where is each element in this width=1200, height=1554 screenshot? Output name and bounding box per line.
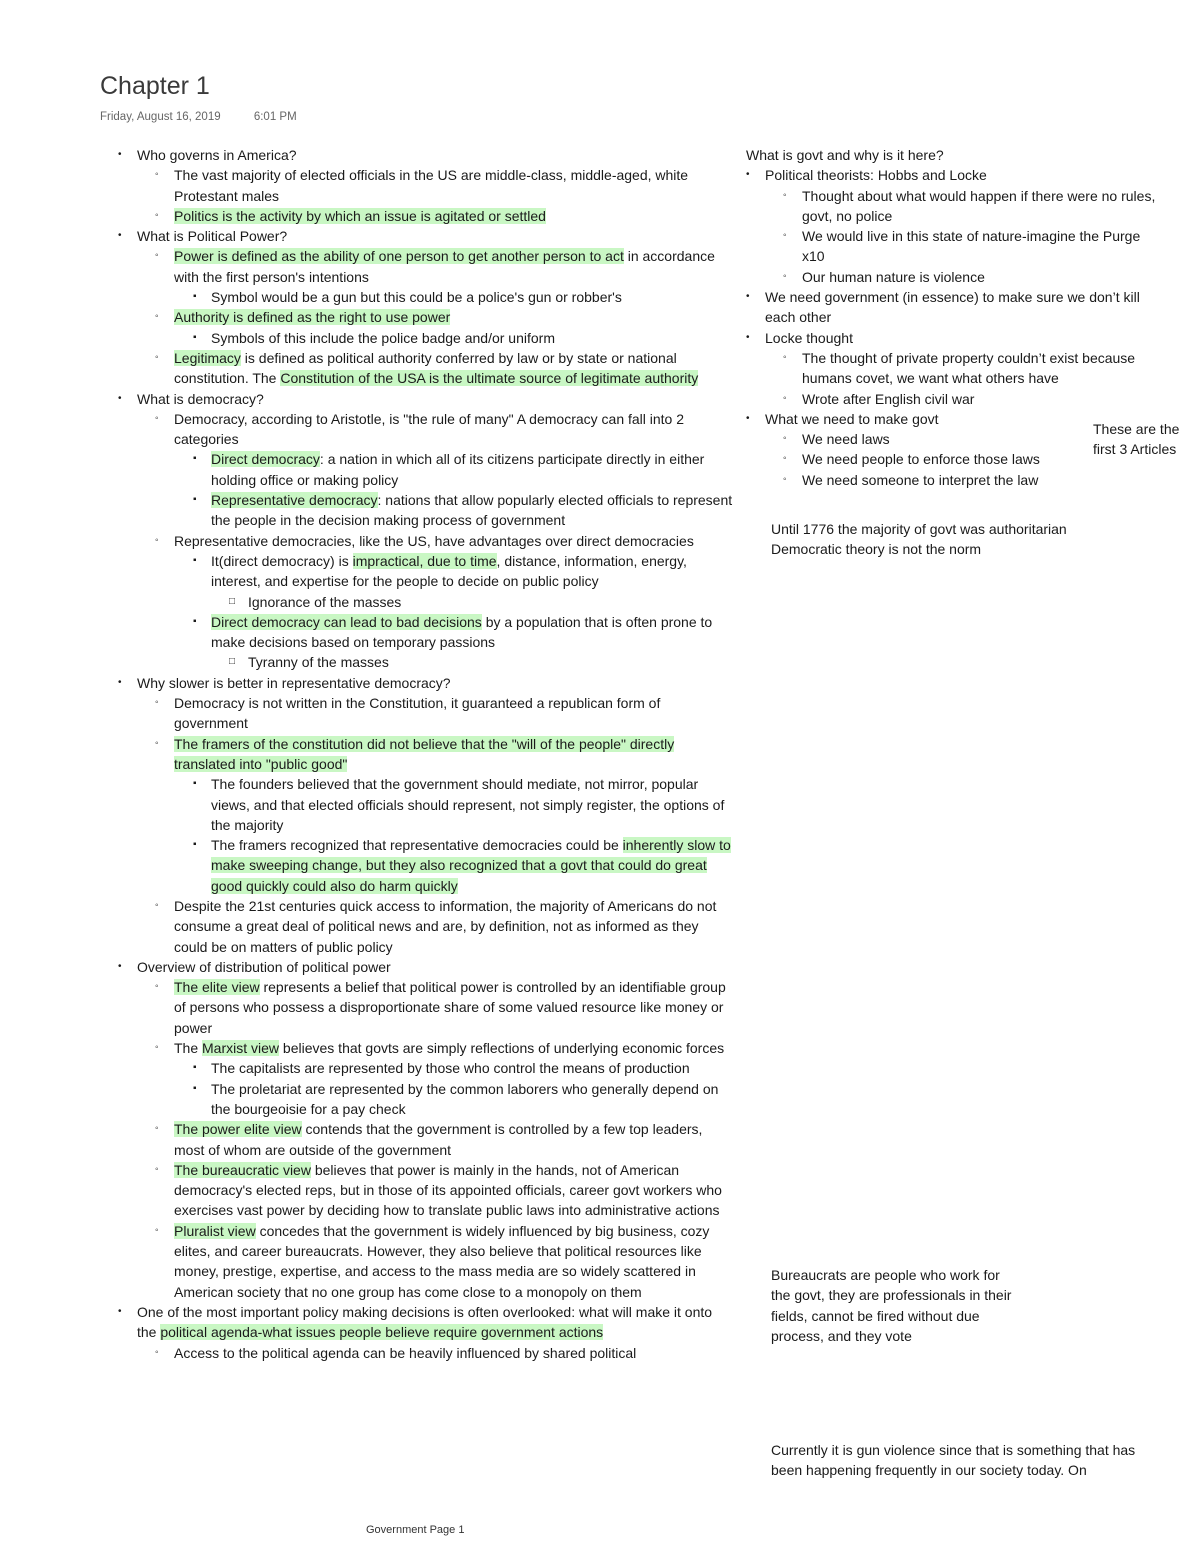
outline-item (118, 612, 733, 653)
bullet-icon: ◦ (783, 453, 787, 465)
bullet-icon: ▪ (193, 554, 197, 566)
item-text (174, 1160, 733, 1221)
outline-item (118, 490, 733, 531)
bullet-icon: • (118, 960, 122, 972)
text-segment: We need someone to interpret the law (802, 471, 1039, 488)
bullet-icon: • (118, 230, 122, 242)
highlighted-text: Pluralist view (174, 1222, 256, 1239)
item-text (174, 1119, 733, 1160)
bullet-icon: ◦ (783, 473, 787, 485)
highlighted-text: political agenda-what issues people believe require government actions (160, 1324, 604, 1341)
item-text (248, 652, 733, 672)
text-segment: We need government (in essence) to make sure we don’t kill each other (765, 289, 1140, 326)
bullet-icon: ▪ (193, 331, 197, 343)
item-text (174, 246, 733, 287)
bullet-icon: • (118, 149, 122, 160)
highlighted-text: The elite view (174, 979, 260, 996)
note-gun-violence: Currently it is gun violence since that is something that has been happening frequently in our society today. On (771, 1442, 1136, 1479)
item-text (211, 835, 733, 896)
outline-item (118, 145, 733, 165)
bullet-icon: □ (229, 595, 236, 607)
outline-item (118, 835, 733, 896)
page-footer: Government Page 1 (366, 1524, 465, 1536)
text-segment: Wrote after English civil war (802, 390, 975, 407)
text-segment: Representative democracies, like the US, have advantages over direct democracies (174, 532, 694, 549)
text-segment: We need people to enforce those laws (802, 451, 1040, 468)
outline-item (746, 145, 1166, 165)
text-segment: concedes that the government is widely influenced by big business, cozy elites, and career bureaucrats. However, they also believe that political resources like money, prestige, expertise, and access to the mass media are so widely scattered in American society that no one group has come close to a monopoly on them (174, 1222, 710, 1300)
item-text (174, 165, 733, 206)
text-segment: What is democracy? (137, 390, 264, 407)
outline-item (118, 328, 733, 348)
item-text (137, 673, 733, 693)
outline-item (118, 1160, 733, 1221)
outline-item (118, 1221, 733, 1302)
bullet-icon: • (118, 392, 122, 404)
item-text (174, 1038, 733, 1058)
outline-item (118, 957, 733, 977)
note-articles: These are the first 3 Articles (1093, 421, 1180, 458)
highlighted-text: Constitution of the USA is the ultimate source of legitimate authority (280, 370, 699, 387)
item-text (137, 226, 733, 246)
text-segment: Tyranny of the masses (248, 654, 389, 671)
outline-item (746, 267, 1166, 287)
outline-item (746, 328, 1166, 348)
item-text (174, 977, 733, 1038)
item-text (211, 449, 733, 490)
outline-item (118, 652, 733, 672)
bullet-icon: ▪ (193, 494, 197, 506)
outline-item (118, 449, 733, 490)
item-text (746, 145, 1166, 165)
bullet-icon: ◦ (155, 737, 159, 749)
outline-item (118, 551, 733, 592)
item-text (802, 226, 1166, 267)
highlighted-text: The bureaucratic view (174, 1161, 311, 1178)
bullet-icon: ◦ (155, 1163, 159, 1175)
item-text (174, 307, 733, 327)
outline-item (746, 470, 1166, 490)
bullet-icon: ▪ (193, 1062, 197, 1074)
page-time: 6:01 PM (253, 111, 297, 123)
item-text (211, 612, 733, 653)
item-text (802, 267, 1166, 287)
outline-item (118, 1343, 733, 1363)
highlighted-text: Direct democracy (211, 451, 320, 468)
text-segment: Our human nature is violence (802, 268, 985, 285)
text-segment: What is govt and why is it here? (746, 147, 944, 163)
item-text (802, 470, 1166, 490)
item-text (174, 1221, 733, 1302)
text-segment: We would live in this state of nature-imagine the Purge x10 (802, 228, 1141, 265)
item-text (137, 389, 733, 409)
bullet-icon: • (118, 676, 122, 688)
text-segment: Thought about what would happen if there were no rules, govt, no police (802, 187, 1156, 224)
bullet-icon: ◦ (155, 351, 159, 363)
page-title: Chapter 1 (100, 72, 210, 100)
bullet-icon: ◦ (155, 1224, 159, 1236)
text-segment: The founders believed that the government should mediate, not mirror, popular views, and that elected officials should represent, not simply register, the options of the majority (211, 776, 725, 833)
bullet-icon: ▪ (193, 839, 197, 851)
main-outline (118, 145, 733, 1363)
text-segment: The vast majority of elected officials in the US are middle-class, middle-aged, white Protestant males (174, 167, 689, 204)
item-text (174, 896, 733, 957)
outline-item (746, 389, 1166, 409)
bullet-icon: ◦ (155, 311, 159, 323)
text-segment: The proletariat are represented by the common laborers who generally depend on the bourgeoisie for a pay check (211, 1080, 719, 1117)
outline-item (118, 389, 733, 409)
outline-item (118, 896, 733, 957)
text-segment: Symbol would be a gun but this could be a police's gun or robber's (211, 289, 622, 306)
outline-item (746, 226, 1166, 267)
bullet-icon: ◦ (155, 412, 159, 424)
item-text (211, 551, 733, 592)
highlighted-text: Power is defined as the ability of one person to get another person to act (174, 248, 624, 265)
bullet-icon: ◦ (783, 189, 787, 201)
item-text (211, 287, 733, 307)
item-text (137, 145, 733, 165)
item-text (174, 348, 733, 389)
outline-item (118, 734, 733, 775)
item-text (211, 774, 733, 835)
item-text (765, 287, 1166, 328)
text-segment: One of the most important policy making decisions is often overlooked: what will make it onto the (137, 1303, 713, 1341)
bullet-icon: ◦ (783, 392, 787, 404)
bullet-icon: ◦ (783, 230, 787, 242)
bullet-icon: ▪ (193, 778, 197, 790)
item-text (211, 490, 733, 531)
text-segment: Democracy, according to Aristotle, is "the rule of many" A democracy can fall into 2 categories (174, 410, 685, 448)
item-text (174, 206, 733, 226)
outline-item (118, 348, 733, 389)
text-segment: The (174, 1040, 203, 1057)
highlighted-text: Politics is the activity by which an issue is agitated or settled (174, 207, 546, 224)
text-segment: We need laws (802, 431, 890, 448)
bullet-icon: ◦ (155, 169, 159, 181)
bullet-icon: ◦ (155, 250, 159, 262)
text-segment: Overview of distribution of political power (137, 958, 391, 975)
outline-item (118, 206, 733, 226)
item-text (174, 734, 733, 775)
bullet-icon: □ (229, 656, 236, 668)
note-bureaucrats: Bureaucrats are people who work for the govt, they are professionals in their fields, cannot be fired without due process, and they vote (771, 1267, 1012, 1344)
bullet-icon: • (746, 169, 750, 181)
bullet-icon: • (746, 331, 750, 343)
highlighted-text: The power elite view (174, 1121, 302, 1138)
outline-item (746, 287, 1166, 328)
outline-item (118, 1058, 733, 1078)
outline-item (118, 246, 733, 287)
item-text (802, 348, 1166, 389)
text-segment: Political theorists: Hobbs and Locke (765, 167, 987, 184)
highlighted-text: Direct democracy can lead to bad decisions (211, 613, 482, 630)
text-segment: : a nation in which all of its citizens participate directly in either holding office or making policy (211, 451, 705, 488)
text-segment: Why slower is better in representative democracy? (137, 674, 451, 691)
bullet-icon: ▪ (193, 615, 197, 627)
outline-item (746, 348, 1166, 389)
outline-item (118, 1079, 733, 1120)
bullet-icon: ◦ (155, 899, 159, 911)
bullet-icon: ◦ (155, 1042, 159, 1054)
highlighted-text: impractical, due to time (352, 552, 497, 569)
text-segment: believes that govts are simply reflections of underlying economic forces (279, 1040, 725, 1057)
text-segment: , distance, information, energy, interest, and expertise for the people to decide on public policy (211, 552, 687, 590)
item-text (174, 693, 733, 734)
bullet-icon: ◦ (155, 981, 159, 993)
text-segment: Symbols of this include the police badge and/or uniform (211, 329, 555, 346)
item-text (137, 1302, 733, 1343)
outline-item (118, 977, 733, 1038)
text-segment: It(direct democracy) is (211, 552, 353, 569)
outline-item (118, 409, 733, 450)
highlighted-text: Representative democracy (211, 492, 378, 509)
text-segment: Despite the 21st centuries quick access to information, the majority of Americans do not consume a great deal of political news and are, by definition, not as informed as they could be on matters of public policy (174, 897, 717, 955)
text-segment: Democracy is not written in the Constitution, it guaranteed a republican form of government (174, 695, 661, 732)
text-segment: Who governs in America? (137, 147, 297, 163)
bullet-icon: ◦ (155, 1123, 159, 1135)
bullet-icon: • (746, 412, 750, 424)
outline-item (118, 165, 733, 206)
page-meta (100, 111, 297, 123)
outline-item (118, 531, 733, 551)
bullet-icon: • (118, 1305, 122, 1317)
item-text (211, 1079, 733, 1120)
item-text (174, 409, 733, 450)
page-date: Friday, August 16, 2019 (100, 111, 221, 123)
item-text (248, 592, 733, 612)
bullet-icon: ▪ (193, 291, 197, 303)
bullet-icon: ◦ (783, 351, 787, 363)
item-text (802, 186, 1166, 227)
text-segment: What we need to make govt (765, 410, 939, 427)
bullet-icon: • (746, 291, 750, 303)
item-text (174, 531, 733, 551)
outline-item (118, 287, 733, 307)
item-text (137, 957, 733, 977)
text-segment: Ignorance of the masses (248, 593, 402, 610)
item-text (802, 389, 1166, 409)
text-segment: represents a belief that political power is controlled by an identifiable group of persons who possess a disproportionate share of some valued resource like money or power (174, 979, 726, 1036)
bullet-icon: ◦ (783, 270, 787, 282)
text-segment: believes that power is mainly in the hands, not of American democracy's elected reps, but in those of its appointed officials, career govt workers who exercises vast power by deciding how to translate public laws into administrative actions (174, 1161, 722, 1219)
note-authoritarian: Until 1776 the majority of govt was authoritarian Democratic theory is not the norm (771, 521, 1067, 558)
outline-item (118, 1302, 733, 1343)
bullet-icon: ◦ (155, 209, 159, 221)
bullet-icon: ◦ (155, 697, 159, 709)
bullet-icon: ▪ (193, 453, 197, 465)
highlighted-text: inherently slow to make sweeping change, but they also recognized that a govt that could do great good quickly could also do harm quickly (211, 837, 731, 894)
highlighted-text: Legitimacy (174, 349, 241, 366)
highlighted-text: Marxist view (202, 1040, 280, 1057)
text-segment: : nations that allow popularly elected officials to represent the people in the decision making process of government (211, 492, 733, 529)
highlighted-text: Authority is defined as the right to use power (174, 309, 451, 326)
outline-item (118, 1038, 733, 1058)
outline-item (746, 165, 1166, 185)
text-segment: Locke thought (765, 329, 853, 346)
text-segment: Access to the political agenda can be heavily influenced by shared political (174, 1344, 637, 1361)
item-text (765, 165, 1166, 185)
outline-item (118, 693, 733, 734)
outline-item (118, 774, 733, 835)
text-segment: The thought of private property couldn’t exist because humans covet, we want what others have (802, 349, 1136, 387)
bullet-icon: ▪ (193, 1082, 197, 1094)
item-text (174, 1343, 733, 1363)
outline-item (118, 592, 733, 612)
bullet-icon: ◦ (783, 433, 787, 445)
item-text (765, 328, 1166, 348)
bullet-icon: ◦ (155, 1346, 159, 1358)
outline-item (118, 673, 733, 693)
outline-item (118, 1119, 733, 1160)
item-text (211, 328, 733, 348)
text-segment: is defined as political authority conferred by law or by state or national constitution. The (174, 349, 677, 387)
text-segment: in accordance with the first person's intentions (174, 248, 715, 285)
text-segment: contends that the government is controlled by a few top leaders, most of whom are outside of the government (174, 1121, 703, 1158)
highlighted-text: The framers of the constitution did not believe that the "will of the people" directly translated into "public good" (174, 735, 675, 772)
outline-item (118, 226, 733, 246)
outline-item (746, 186, 1166, 227)
text-segment: What is Political Power? (137, 228, 288, 245)
bullet-icon: ◦ (155, 534, 159, 546)
text-segment: by a population that is often prone to make decisions based on temporary passions (211, 613, 713, 651)
text-segment: The framers recognized that representative democracies could be (211, 837, 623, 854)
text-segment: The capitalists are represented by those who control the means of production (211, 1060, 690, 1077)
outline-item (118, 307, 733, 327)
item-text (211, 1058, 733, 1078)
